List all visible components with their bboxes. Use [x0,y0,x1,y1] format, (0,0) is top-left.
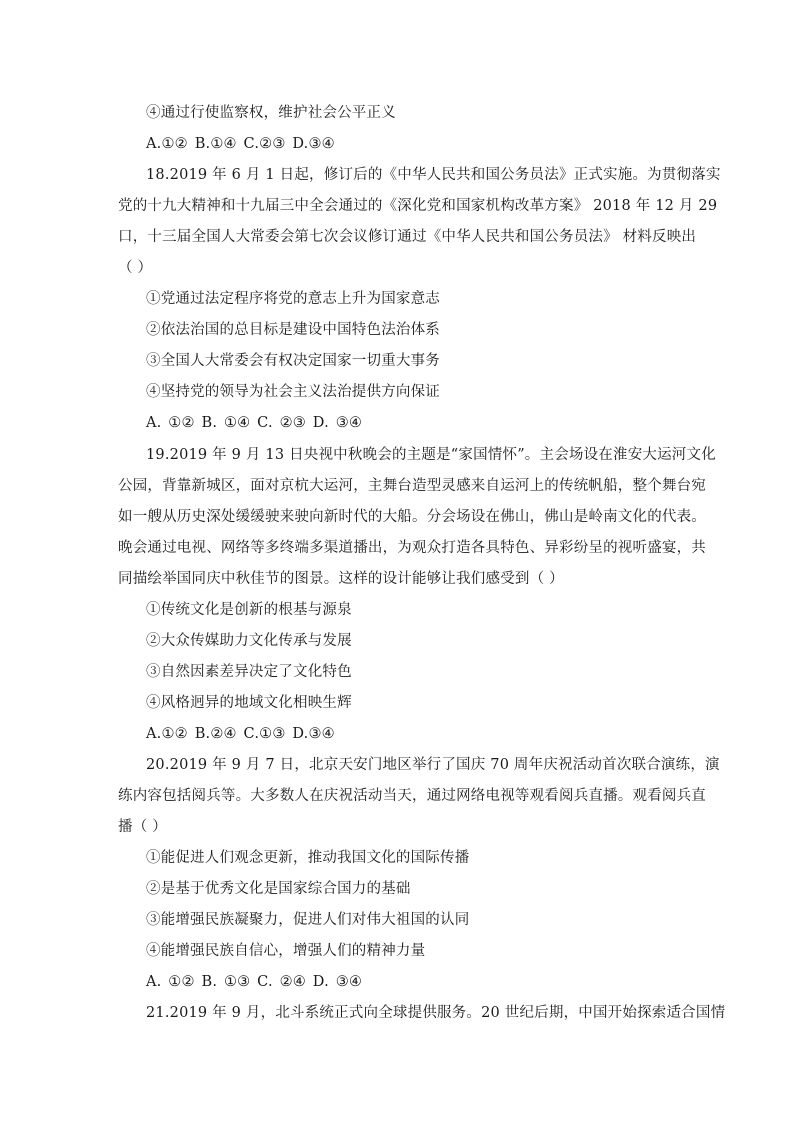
q20-option-3: ③能增强民族凝聚力，促进人们对伟大祖国的认同 [146,912,470,928]
q18-stem-line-2: 党的十九大精神和十九届三中全会通过的《深化党和国家机构改革方案》 2018 年 12 月 29 [118,198,718,214]
q18-option-1: ①党通过法定程序将党的意志上升为国家意志 [146,291,440,307]
q19-answer-choices: A.①② B.②④ C.①③ D.③④ [146,726,335,742]
q19-stem-line-4: 晚会通过电视、网络等多终端多渠道播出，为观众打造各具特色、异彩纷呈的视听盛宴，共 [118,540,706,556]
q20-stem-line-2: 练内容包括阅兵等。大多数人在庆祝活动当天，通过网络电视等观看阅兵直播。观看阅兵直 [118,788,706,804]
q18-stem-line-1: 18.2019 年 6 月 1 日起，修订后的《中华人民共和国公务员法》正式实施。为贯彻落实 [146,167,721,183]
q20-option-1: ①能促进人们观念更新，推动我国文化的国际传播 [146,850,470,866]
q20-stem-line-3: 播（ ） [118,819,167,835]
q18-option-3: ③全国人大常委会有权决定国家一切重大事务 [146,353,440,369]
q20-stem-line-1: 20.2019 年 9 月 7 日，北京天安门地区举行了国庆 70 周年庆祝活动首次联合演练，演 [146,757,720,773]
q18-answer-choices: A. ①② B. ①④ C. ②③ D. ③④ [146,415,363,431]
q20-answer-choices: A. ①② B. ①③ C. ②④ D. ③④ [146,974,363,990]
q20-option-2: ②是基于优秀文化是国家综合国力的基础 [146,881,411,897]
q19-option-1: ①传统文化是创新的根基与源泉 [146,602,352,618]
q18-option-4: ④坚持党的领导为社会主义法治提供方向保证 [146,384,440,400]
q18-stem-line-4: （ ） [118,260,153,276]
q18-stem-line-3: 口，十三届全国人大常委会第七次会议修订通过《中华人民共和国公务员法》 材料反映出 [118,229,697,245]
q19-stem-line-5: 同描绘举国同庆中秋佳节的图景。这样的设计能够让我们感受到（ ） [118,571,564,587]
q21-stem-line-1: 21.2019 年 9 月，北斗系统正式向全球提供服务。20 世纪后期，中国开始探索适合国情 [146,1005,726,1021]
q17-option-4: ④通过行使监察权，维护社会公平正义 [146,105,396,121]
q19-option-2: ②大众传媒助力文化传承与发展 [146,633,352,649]
q19-option-3: ③自然因素差异决定了文化特色 [146,664,352,680]
q19-stem-line-3: 如一艘从历史深处缓缓驶来驶向新时代的大船。分会场设在佛山，佛山是岭南文化的代表。 [118,509,706,525]
q19-stem-line-1: 19.2019 年 9 月 13 日央视中秋晚会的主题是“家国情怀”。主会场设在淮安大运河文化 [146,447,716,463]
q17-answer-choices: A.①② B.①④ C.②③ D.③④ [146,136,335,152]
q19-stem-line-2: 公园，背靠新城区，面对京杭大运河，主舞台造型灵感来自运河上的传统帆船，整个舞台宛 [118,478,706,494]
q19-option-4: ④风格迥异的地域文化相映生辉 [146,695,352,711]
q20-option-4: ④能增强民族自信心，增强人们的精神力量 [146,943,426,959]
q18-option-2: ②依法治国的总目标是建设中国特色法治体系 [146,322,440,338]
